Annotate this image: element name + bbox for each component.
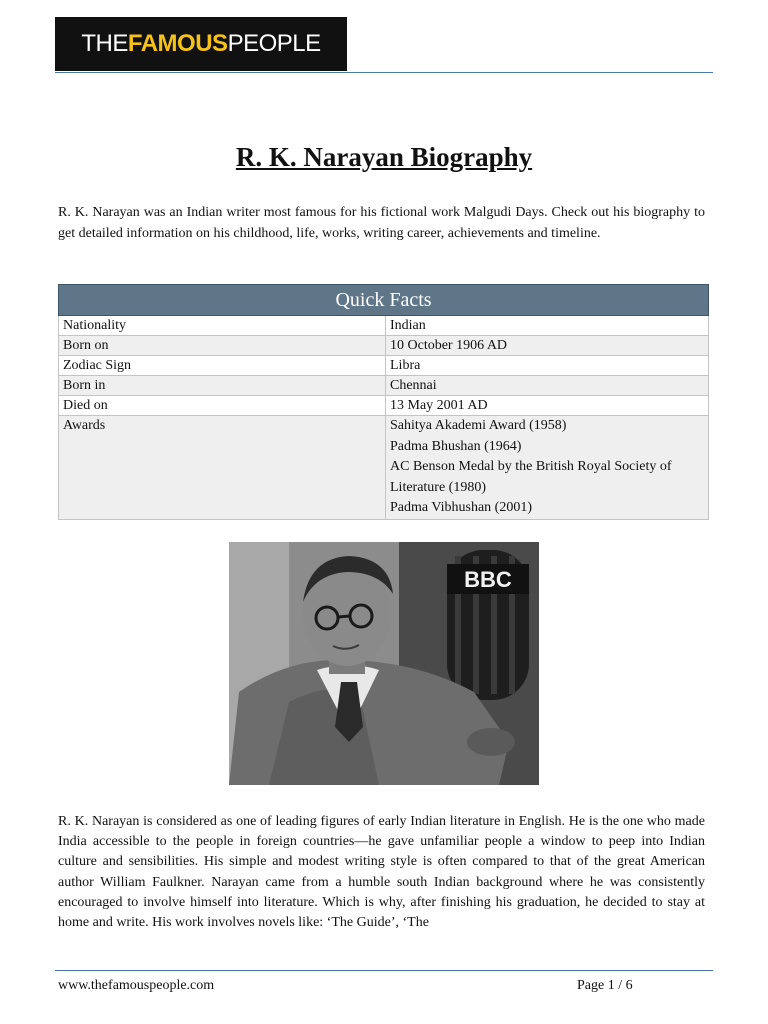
portrait-illustration <box>229 542 539 785</box>
footer-divider <box>55 970 713 971</box>
page-title: R. K. Narayan Biography <box>235 142 533 172</box>
award-item: Sahitya Akademi Award (1958) <box>390 418 567 433</box>
fact-label: Awards <box>59 416 386 520</box>
fact-label: Born on <box>59 336 386 356</box>
fact-label: Nationality <box>59 316 386 336</box>
fact-label: Born in <box>59 376 386 396</box>
quick-facts-table <box>58 284 709 520</box>
body-paragraph: R. K. Narayan is considered as one of leading figures of early Indian literature in English. He is the one who made India accessible to the people in foreign countries—he gave unfamiliar people a window to peep into Indian culture and sensibilities. His simple and modest writing style is often compared to that of the great American author William Faulkner. Narayan came from a humble south Indian background where he was consistently encouraged to involve himself into literature. Which is why, after finishing his graduation, he decided to stay at home and write. His work involves novels like: ‘The Guide’, ‘The <box>58 814 705 931</box>
table-row <box>59 356 709 376</box>
logo-text-famous: FAMOUS <box>127 30 228 57</box>
fact-value-awards <box>386 416 709 520</box>
fact-value: 13 May 2001 AD <box>386 396 709 416</box>
award-item: Padma Vibhushan (2001) <box>390 500 532 515</box>
site-logo[interactable] <box>55 17 347 71</box>
table-row <box>59 396 709 416</box>
page-number: Page 1 / 6 <box>577 978 633 993</box>
fact-label: Zodiac Sign <box>59 356 386 376</box>
header-divider <box>55 72 713 73</box>
table-row <box>59 316 709 336</box>
fact-value: Libra <box>386 356 709 376</box>
table-row <box>59 376 709 396</box>
fact-value: Chennai <box>386 376 709 396</box>
intro-paragraph: R. K. Narayan was an Indian writer most famous for his fictional work Malgudi Days. Check out his biography to get detailed information on his childhood, life, works, writing career, achievements and timeline. <box>58 205 705 241</box>
fact-value: Indian <box>386 316 709 336</box>
table-row <box>59 416 709 520</box>
quick-facts-heading: Quick Facts <box>59 285 709 316</box>
footer-url-link[interactable]: www.thefamouspeople.com <box>58 978 215 993</box>
award-item: Padma Bhushan (1964) <box>390 438 522 454</box>
award-item: AC Benson Medal by the British Royal Society of Literature (1980) <box>390 459 672 495</box>
fact-label: Died on <box>59 396 386 416</box>
mic-label: BBC <box>464 567 512 592</box>
logo-text-the: THE <box>81 30 128 57</box>
table-row <box>59 336 709 356</box>
fact-value: 10 October 1906 AD <box>386 336 709 356</box>
logo-text-people: PEOPLE <box>227 30 321 57</box>
portrait-photo <box>229 542 539 785</box>
